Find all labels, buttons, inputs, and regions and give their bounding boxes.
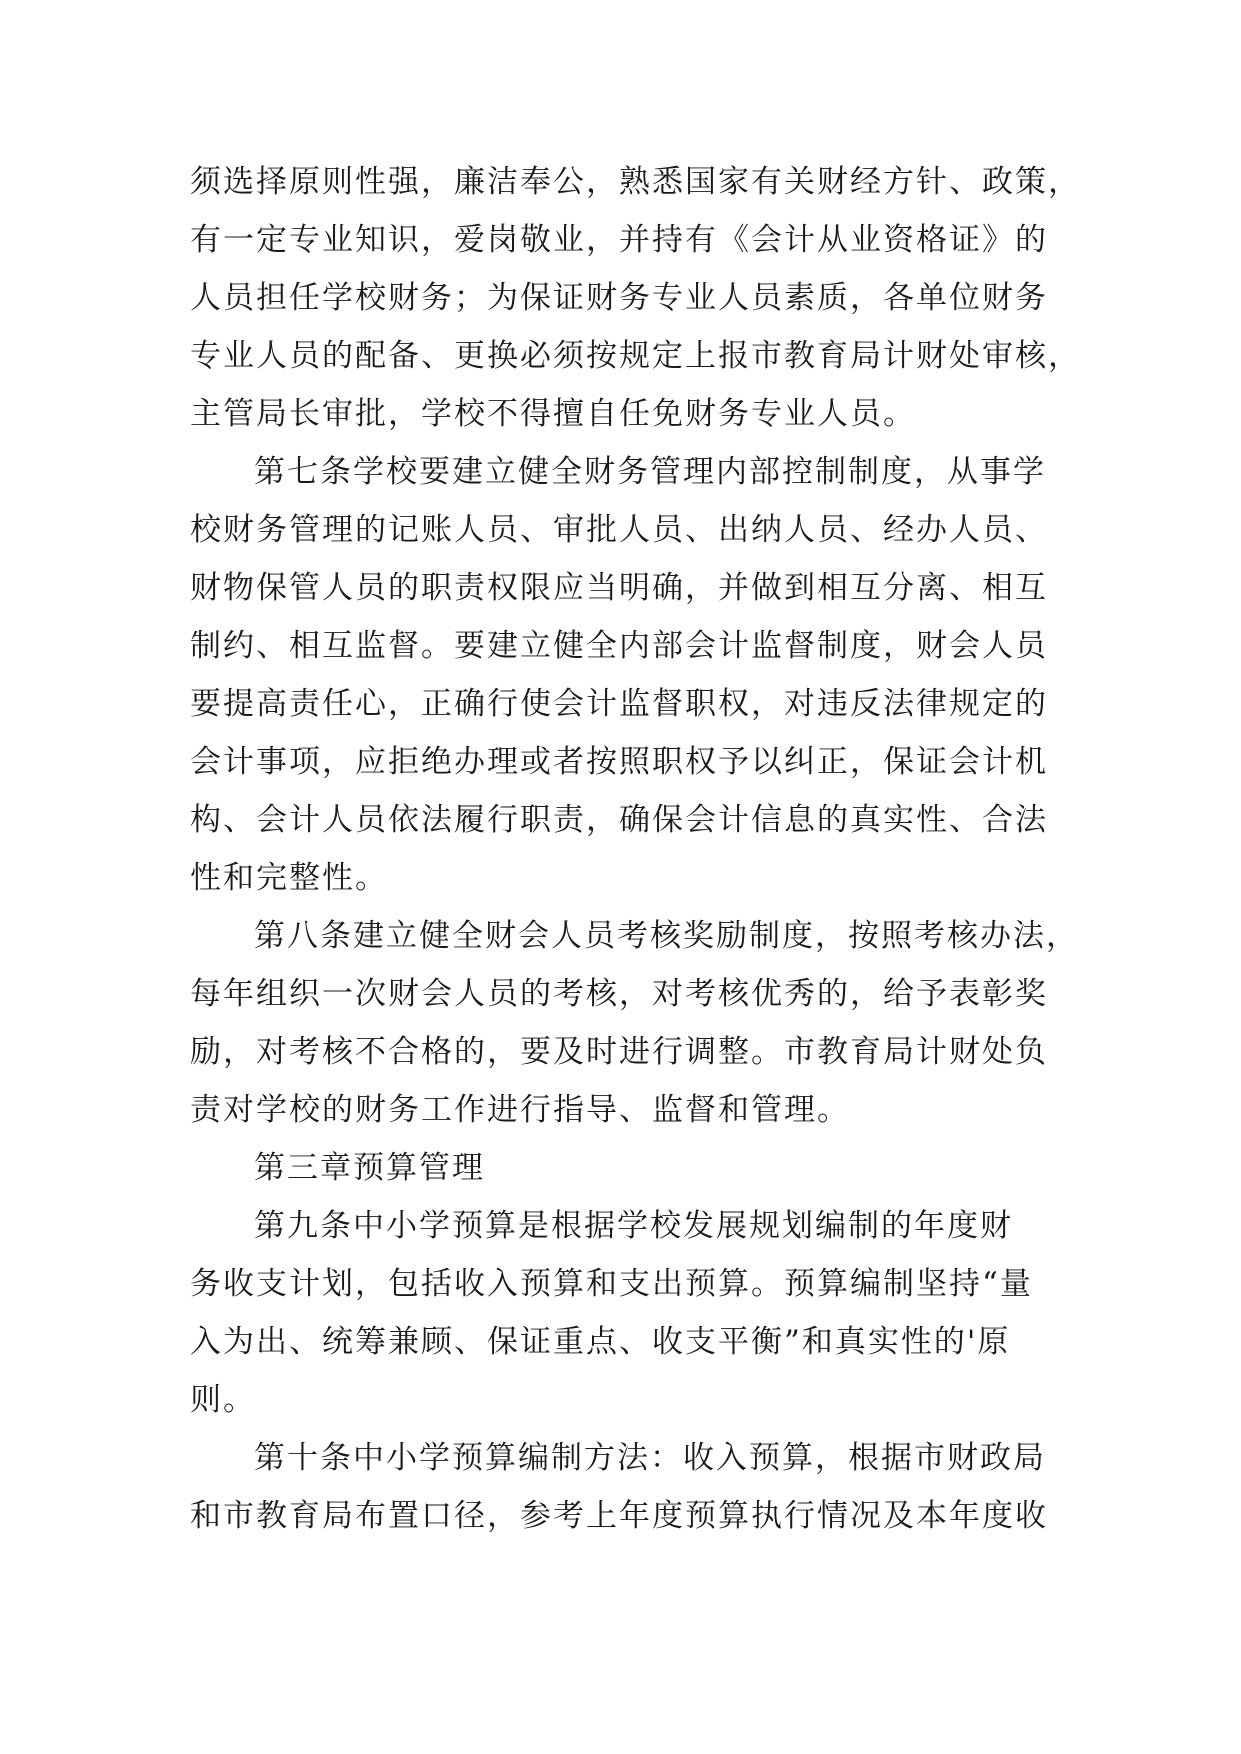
chapter-heading: 第三章预算管理 (254, 1150, 485, 1186)
article-10-first-line: 第十条中小学预算编制方法：收入预算，根据市财政局 (254, 1440, 1046, 1476)
text-line: 会计事项，应拒绝办理或者按照职权予以纠正，保证会计机 (190, 744, 1048, 780)
text-line: 人员担任学校财务；为保证财务专业人员素质，各单位财务 (190, 280, 1048, 316)
text-line: 制约、相互监督。要建立健全内部会计监督制度，财会人员 (190, 628, 1048, 664)
text-line: 要提高责任心，正确行使会计监督职权，对违反法律规定的 (190, 686, 1048, 722)
text-line: 校财务管理的记账人员、审批人员、出纳人员、经办人员、 (190, 512, 1048, 548)
document-body (190, 153, 1081, 1545)
text-line: 和市教育局布置口径，参考上年度预算执行情况及本年度收 (190, 1498, 1048, 1534)
text-line: 则。 (190, 1382, 256, 1418)
text-line: 须选择原则性强，廉洁奉公，熟悉国家有关财经方针、政策， (190, 164, 1081, 200)
article-8-first-line: 第八条建立健全财会人员考核奖励制度，按照考核办法， (254, 918, 1079, 954)
text-line: 责对学校的财务工作进行指导、监督和管理。 (190, 1092, 850, 1128)
text-line: 每年组织一次财会人员的考核，对考核优秀的，给予表彰奖 (190, 976, 1048, 1012)
text-line: 主管局长审批，学校不得擅自任免财务专业人员。 (190, 396, 916, 432)
article-9-first-line: 第九条中小学预算是根据学校发展规划编制的年度财 (254, 1208, 1013, 1244)
text-line: 励，对考核不合格的，要及时进行调整。市教育局计财处负 (190, 1034, 1048, 1070)
text-line: 专业人员的配备、更换必须按规定上报市教育局计财处审核， (190, 338, 1081, 374)
text-line: 性和完整性。 (190, 860, 388, 896)
text-line: 财物保管人员的职责权限应当明确，并做到相互分离、相互 (190, 570, 1048, 606)
text-line: 构、会计人员依法履行职责，确保会计信息的真实性、合法 (190, 802, 1048, 838)
text-line: 入为出、统筹兼顾、保证重点、收支平衡”和真实性的'原 (190, 1324, 1011, 1360)
article-7-first-line: 第七条学校要建立健全财务管理内部控制制度，从事学 (254, 454, 1046, 490)
text-line: 有一定专业知识，爱岗敬业，并持有《会计从业资格证》的 (190, 222, 1048, 258)
text-line: 务收支计划，包括收入预算和支出预算。预算编制坚持“量 (190, 1266, 1033, 1302)
